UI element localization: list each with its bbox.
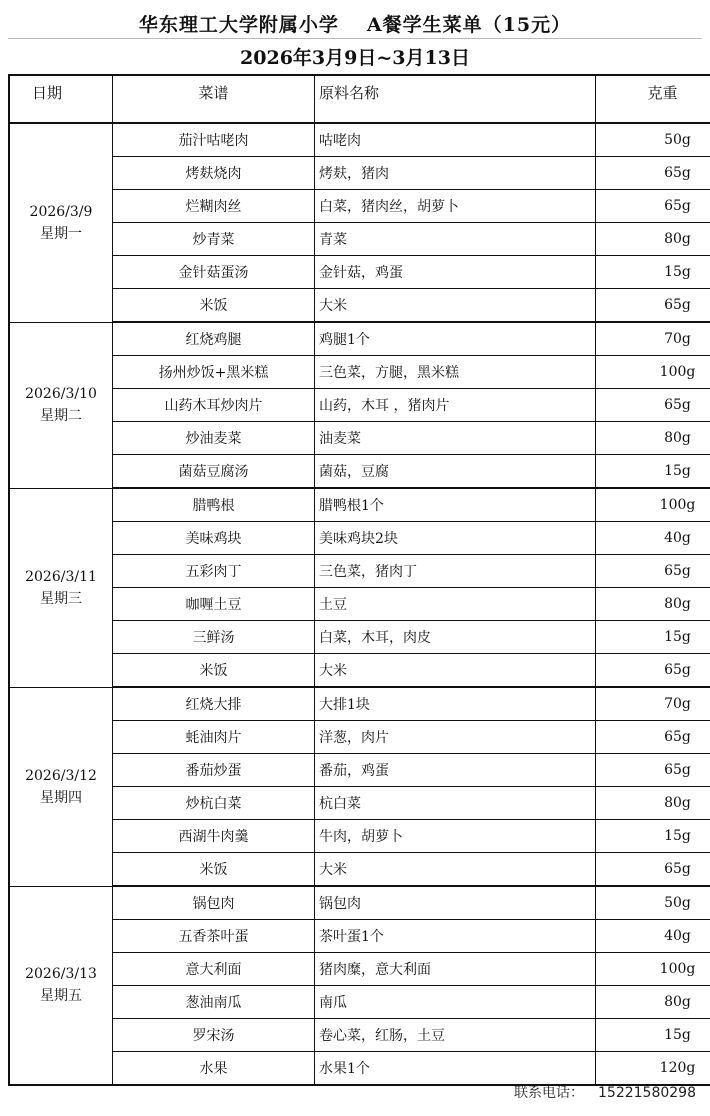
ingredients-cell: 三色菜，方腿，黑米糕 [315,356,596,389]
ingredients-cell: 腊鸭根1个 [315,488,596,522]
table-row [9,687,710,721]
dish-cell: 腊鸭根 [113,488,315,522]
header-dish: 菜谱 [113,75,315,123]
weight-cell: 80g [596,787,710,820]
weight-cell: 15g [596,1019,710,1052]
dish-cell: 炒青菜 [113,223,315,256]
dish-cell: 红烧鸡腿 [113,322,315,356]
weight-cell: 65g [596,754,710,787]
weight-cell: 15g [596,621,710,654]
table-row [9,190,710,223]
weight-cell: 80g [596,422,710,455]
ingredients-cell: 锅包肉 [315,886,596,920]
weight-cell: 65g [596,389,710,422]
ingredients-cell: 杭白菜 [315,787,596,820]
table-row [9,555,710,588]
table-row [9,123,710,157]
table-row [9,1052,710,1086]
day-date: 2026/3/13 [25,966,97,983]
weight-cell: 65g [596,654,710,688]
weight-cell: 65g [596,721,710,754]
table-row [9,1019,710,1052]
weight-cell: 15g [596,256,710,289]
ingredients-cell: 牛肉，胡萝卜 [315,820,596,853]
dish-cell: 米饭 [113,289,315,323]
table-row [9,256,710,289]
dish-cell: 红烧大排 [113,687,315,721]
weight-cell: 100g [596,356,710,389]
day-weekday: 星期一 [40,225,82,242]
ingredients-cell: 大米 [315,654,596,688]
ingredients-cell: 咕咾肉 [315,123,596,157]
table-row [9,754,710,787]
dish-cell: 番茄炒蛋 [113,754,315,787]
dish-cell: 山药木耳炒肉片 [113,389,315,422]
table-header-row [9,75,710,123]
table-row [9,721,710,754]
ingredients-cell: 白菜，木耳，肉皮 [315,621,596,654]
table-row [9,588,710,621]
weight-cell: 65g [596,555,710,588]
dish-cell: 三鲜汤 [113,621,315,654]
weight-cell: 15g [596,820,710,853]
table-row [9,289,710,323]
weight-cell: 65g [596,853,710,887]
dish-cell: 咖喱土豆 [113,588,315,621]
table-row [9,522,710,555]
ingredients-cell: 青菜 [315,223,596,256]
dish-cell: 米饭 [113,853,315,887]
ingredients-cell: 烤麸，猪肉 [315,157,596,190]
header-ingredients: 原料名称 [315,75,596,123]
weight-cell: 80g [596,588,710,621]
table-row [9,356,710,389]
ingredients-cell: 山药，木耳 ，猪肉片 [315,389,596,422]
weight-cell: 40g [596,920,710,953]
header-date: 日期 [9,75,113,123]
ingredients-cell: 大米 [315,289,596,323]
dish-cell: 扬州炒饭+黑米糕 [113,356,315,389]
weight-cell: 80g [596,223,710,256]
table-row [9,389,710,422]
table-row [9,223,710,256]
dish-cell: 水果 [113,1052,315,1086]
weight-cell: 15g [596,455,710,489]
dish-cell: 菌菇豆腐汤 [113,455,315,489]
menu-sheet [8,8,702,1108]
table-row [9,920,710,953]
ingredients-cell: 茶叶蛋1个 [315,920,596,953]
day-weekday: 星期四 [40,789,82,806]
day-cell [9,886,113,1085]
footer-contact [514,1082,696,1102]
day-date: 2026/3/11 [25,568,97,585]
ingredients-cell: 土豆 [315,588,596,621]
weight-cell: 70g [596,687,710,721]
weight-cell: 70g [596,322,710,356]
header-weight: 克重 [596,75,710,123]
table-row [9,488,710,522]
weight-cell: 80g [596,986,710,1019]
table-row [9,787,710,820]
dish-cell: 五彩肉丁 [113,555,315,588]
table-row [9,953,710,986]
menu-table [8,74,710,1086]
ingredients-cell: 金针菇，鸡蛋 [315,256,596,289]
table-row [9,886,710,920]
weight-cell: 100g [596,953,710,986]
day-cell [9,488,113,687]
dish-cell: 炒油麦菜 [113,422,315,455]
dish-cell: 茄汁咕咾肉 [113,123,315,157]
table-row [9,986,710,1019]
table-row [9,621,710,654]
weight-cell: 65g [596,289,710,323]
dish-cell: 烤麸烧肉 [113,157,315,190]
table-row [9,422,710,455]
dish-cell: 炒杭白菜 [113,787,315,820]
table-row [9,654,710,688]
weight-cell: 50g [596,123,710,157]
table-row [9,820,710,853]
dish-cell: 五香茶叶蛋 [113,920,315,953]
ingredients-cell: 鸡腿1个 [315,322,596,356]
contact-phone: 15221580298 [598,1085,696,1101]
ingredients-cell: 南瓜 [315,986,596,1019]
day-date: 2026/3/9 [29,203,93,220]
school-name: 华东理工大学附属小学 [138,13,339,36]
dish-cell: 锅包肉 [113,886,315,920]
ingredients-cell: 白菜，猪肉丝，胡萝卜 [315,190,596,223]
day-cell [9,123,113,322]
contact-label: 联系电话： [514,1085,585,1101]
weight-cell: 40g [596,522,710,555]
table-row [9,455,710,489]
ingredients-cell: 菌菇，豆腐 [315,455,596,489]
dish-cell: 美味鸡块 [113,522,315,555]
ingredients-cell: 猪肉糜，意大利面 [315,953,596,986]
dish-cell: 西湖牛肉羹 [113,820,315,853]
ingredients-cell: 番茄，鸡蛋 [315,754,596,787]
day-cell [9,322,113,488]
dish-cell: 金针菇蛋汤 [113,256,315,289]
ingredients-cell: 大米 [315,853,596,887]
dish-cell: 葱油南瓜 [113,986,315,1019]
day-weekday: 星期五 [40,988,82,1005]
weight-cell: 120g [596,1052,710,1086]
weight-cell: 65g [596,190,710,223]
ingredients-cell: 三色菜，猪肉丁 [315,555,596,588]
dish-cell: 意大利面 [113,953,315,986]
ingredients-cell: 美味鸡块2块 [315,522,596,555]
day-date: 2026/3/12 [25,767,97,784]
ingredients-cell: 油麦菜 [315,422,596,455]
dish-cell: 蚝油肉片 [113,721,315,754]
meal-title: A餐学生菜单（15元） [366,13,572,36]
date-range: 2026年3月9日~3月13日 [240,46,470,69]
ingredients-cell: 水果1个 [315,1052,596,1086]
dish-cell: 烂糊肉丝 [113,190,315,223]
table-row [9,853,710,887]
page-title [8,8,702,39]
ingredients-cell: 卷心菜，红肠，土豆 [315,1019,596,1052]
table-row [9,157,710,190]
dish-cell: 罗宋汤 [113,1019,315,1052]
ingredients-cell: 大排1块 [315,687,596,721]
weight-cell: 100g [596,488,710,522]
menu-body [9,123,710,1085]
day-weekday: 星期二 [40,408,82,424]
ingredients-cell: 洋葱，肉片 [315,721,596,754]
day-cell [9,687,113,886]
day-weekday: 星期三 [40,590,82,607]
dish-cell: 米饭 [113,654,315,688]
weight-cell: 65g [596,157,710,190]
weight-cell: 50g [596,886,710,920]
table-row [9,322,710,356]
day-date: 2026/3/10 [25,386,97,402]
